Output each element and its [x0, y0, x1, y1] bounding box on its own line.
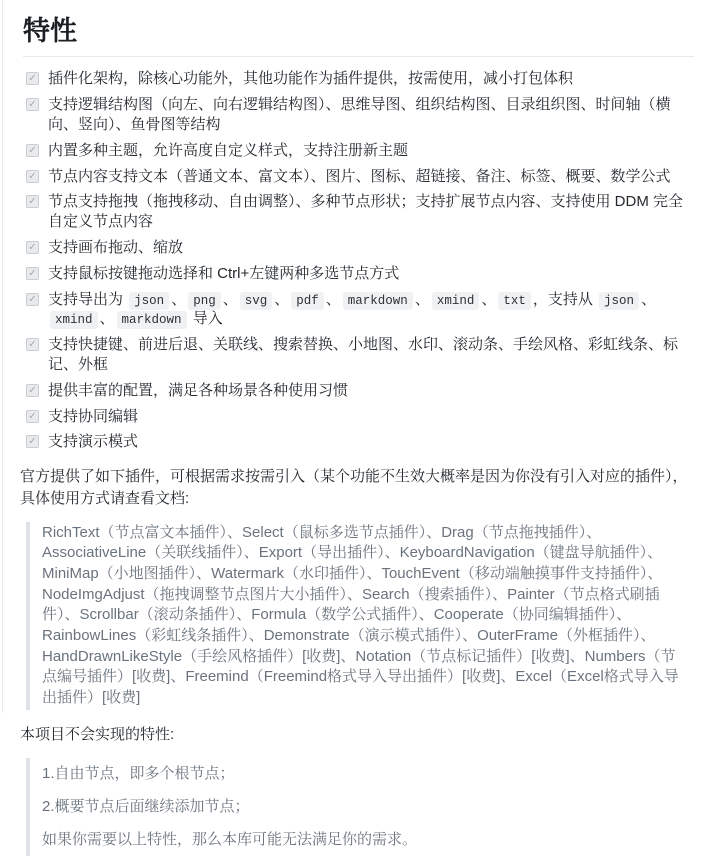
checkbox-checked-icon: ✓ — [26, 170, 39, 183]
page-title: 特性 — [23, 15, 694, 57]
checkbox-checked-icon: ✓ — [26, 410, 39, 423]
not-implemented-blockquote — [26, 758, 694, 856]
feature-item-text: 内置多种主题，允许高度自定义样式，支持注册新主题 — [48, 141, 409, 159]
feature-task-list — [20, 69, 694, 452]
inline-code: svg — [240, 292, 273, 310]
checkbox-checked-icon: ✓ — [26, 338, 39, 351]
feature-item-text: 节点支持拖拽（拖拽移动、自由调整）、多种节点形状；支持扩展节点内容、支持使用 DDM 完全自定义节点内容 — [48, 193, 683, 231]
feature-item-text: 支持鼠标按键拖动选择和 Ctrl+左键两种多选节点方式 — [48, 264, 400, 282]
checkbox-checked-icon: ✓ — [26, 98, 39, 111]
checkbox-checked-icon: ✓ — [26, 195, 39, 208]
not-implemented-item: 1.自由节点，即多个根节点； — [42, 764, 235, 782]
inline-code: json — [129, 292, 169, 310]
inline-code: png — [188, 292, 221, 310]
checkbox-checked-icon: ✓ — [26, 267, 39, 280]
feature-item — [26, 192, 694, 232]
checkbox-checked-icon: ✓ — [26, 293, 39, 306]
feature-item — [26, 335, 694, 375]
not-implemented-item: 如果你需要以上特性，那么本库可能无法满足你的需求。 — [42, 831, 418, 849]
readme-features-section — [2, 0, 714, 849]
plugins-intro-paragraph: 官方提供了如下插件，可根据需求按需引入（某个功能不生效大概率是因为你没有引入对应的插件），具体使用方式请查看文档: — [20, 468, 688, 507]
feature-item — [26, 381, 694, 401]
feature-item — [26, 407, 694, 427]
inline-code: markdown — [343, 292, 413, 310]
checkbox-checked-icon: ✓ — [26, 241, 39, 254]
feature-item-text: 支持画布拖动、缩放 — [48, 238, 184, 256]
feature-item-text: 支持快捷键、前进后退、关联线、搜索替换、小地图、水印、滚动条、手绘风格、彩虹线条、标记、外框 — [48, 336, 679, 373]
inline-code: txt — [498, 292, 531, 310]
checkbox-checked-icon: ✓ — [26, 72, 39, 85]
feature-item-text: 节点内容支持文本（普通文本、富文本）、图片、图标、超链接、备注、标签、概要、数学公式 — [48, 167, 671, 185]
feature-item — [26, 167, 694, 187]
checkbox-checked-icon: ✓ — [26, 144, 39, 157]
inline-code: markdown — [117, 311, 187, 329]
feature-item — [26, 69, 694, 89]
plugins-list-blockquote — [26, 522, 694, 710]
feature-item — [26, 264, 694, 284]
feature-item-text: 提供丰富的配置，满足各种场景各种使用习惯 — [48, 381, 349, 399]
inline-code: xmind — [50, 311, 98, 329]
feature-item — [26, 432, 694, 452]
feature-item — [26, 290, 694, 330]
feature-item-text: 支持逻辑结构图（向左、向右逻辑结构图）、思维导图、组织结构图、目录组织图、时间轴（横向、竖向）、鱼骨图等结构 — [48, 96, 671, 133]
feature-item-text: 支持导出为 json 、 png 、 svg 、 pdf 、 markdown 、 xmind 、 txt ，支持从 json 、xmind 、 markdown 导入 — [48, 290, 657, 328]
not-implemented-intro: 本项目不会实现的特性: — [20, 725, 175, 743]
feature-item-text: 插件化架构，除核心功能外，其他功能作为插件提供，按需使用，减小打包体积 — [48, 70, 574, 88]
checkbox-checked-icon: ✓ — [26, 384, 39, 397]
feature-item — [26, 238, 694, 258]
inline-code: xmind — [432, 292, 480, 310]
feature-item — [26, 95, 694, 135]
inline-code: pdf — [291, 292, 324, 310]
feature-item — [26, 141, 694, 161]
inline-code: json — [599, 292, 639, 310]
not-implemented-item: 2.概要节点后面继续添加节点； — [42, 797, 250, 815]
feature-item-text: 支持演示模式 — [48, 433, 139, 451]
checkbox-checked-icon: ✓ — [26, 435, 39, 448]
feature-item-text: 支持协同编辑 — [48, 407, 139, 425]
plugins-list-text: RichText（节点富文本插件）、Select（鼠标多选节点插件）、Drag（节点拖拽插件）、AssociativeLine（关联线插件）、Export（导出插件）、KeyboardNavigation（键盘导航插件）、MiniMap（小地图插件）、Watermark（水印插件）、TouchEvent（移动端触摸事件支持插件）、NodeImgAdjust（拖拽调整节点图片大小插件）、Search（搜索插件）、Painter（节点格式刷插件）、Scrollbar（滚动条插件）、Formula（数学公式插件）、Cooperate（协同编辑插件）、RainbowLines（彩虹线条插件）、Demonstrate（演示模式插件）、OuterFrame（外框插件）、HandDrawnLikeStyle（手绘风格插件）[收费]、Notation（节点标记插件）[收费]、Numbers（节点编号插件）[收费]、Freemind（Freemind格式导入导出插件）[收费]、Excel（Excel格式导入导出插件）[收费] — [42, 523, 679, 707]
